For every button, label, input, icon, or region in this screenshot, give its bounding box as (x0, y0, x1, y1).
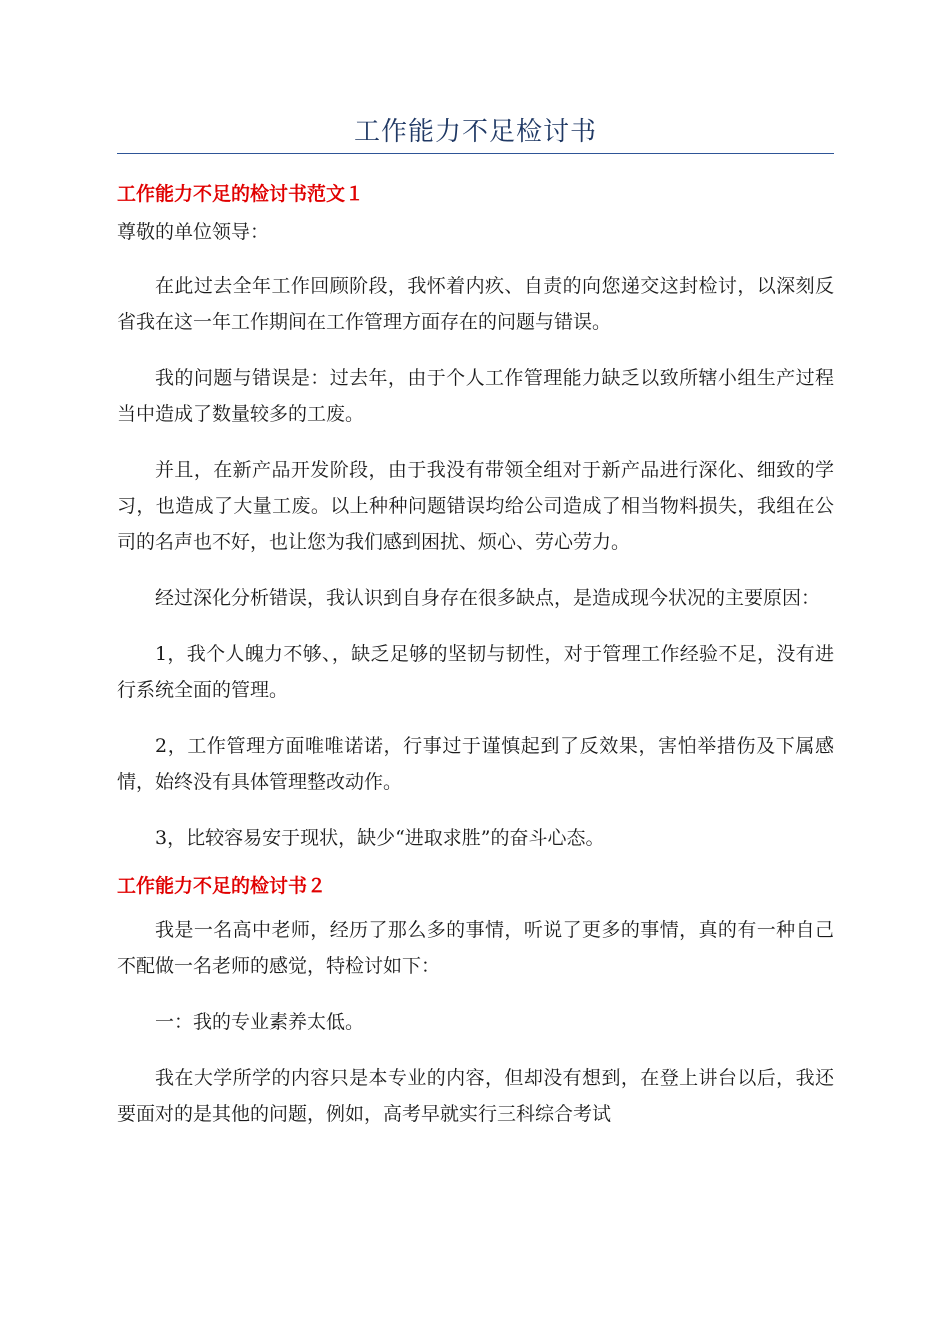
section-2 (117, 868, 834, 1132)
paragraph: 并且，在新产品开发阶段，由于我没有带领全组对于新产品进行深化、细致的学习，也造成了大量工废。以上种种问题错误均给公司造成了相当物料损失，我组在公司的名声也不好，也让您为我们感到困扰、烦心、劳心劳力。 (117, 459, 834, 553)
paragraph: 3，比较容易安于现状，缺少“进取求胜”的奋斗心态。 (155, 827, 605, 849)
section-heading: 工作能力不足的检讨书２ (117, 875, 327, 897)
paragraph: 经过深化分析错误，我认识到自身存在很多缺点，是造成现今状况的主要原因： (155, 587, 821, 609)
document-title: 工作能力不足检讨书 (353, 117, 597, 147)
paragraph: 我是一名高中老师，经历了那么多的事情，听说了更多的事情，真的有一种自己不配做一名老师的感觉，特检讨如下： (117, 919, 834, 977)
paragraph: 一：我的专业素养太低。 (155, 1011, 365, 1033)
paragraph: 1，我个人魄力不够、，缺乏足够的坚韧与韧性，对于管理工作经验不足，没有进行系统全面的管理。 (117, 643, 834, 701)
title-divider (117, 153, 834, 154)
document-body (117, 176, 834, 1132)
paragraph: 在此过去全年工作回顾阶段，我怀着内疚、自责的向您递交这封检讨，以深刻反省我在这一年工作期间在工作管理方面存在的问题与错误。 (117, 275, 834, 333)
salutation: 尊敬的单位领导： (117, 221, 270, 243)
paragraph: 我在大学所学的内容只是本专业的内容，但却没有想到，在登上讲台以后，我还要面对的是其他的问题，例如，高考早就实行三科综合考试 (117, 1067, 834, 1125)
section-1 (117, 176, 834, 856)
section-heading: 工作能力不足的检讨书范文１ (117, 183, 365, 205)
paragraph: 我的问题与错误是：过去年，由于个人工作管理能力缺乏以致所辖小组生产过程当中造成了数量较多的工废。 (117, 367, 834, 425)
paragraph: 2，工作管理方面唯唯诺诺，行事过于谨慎起到了反效果，害怕举措伤及下属感情，始终没有具体管理整改动作。 (117, 735, 834, 793)
